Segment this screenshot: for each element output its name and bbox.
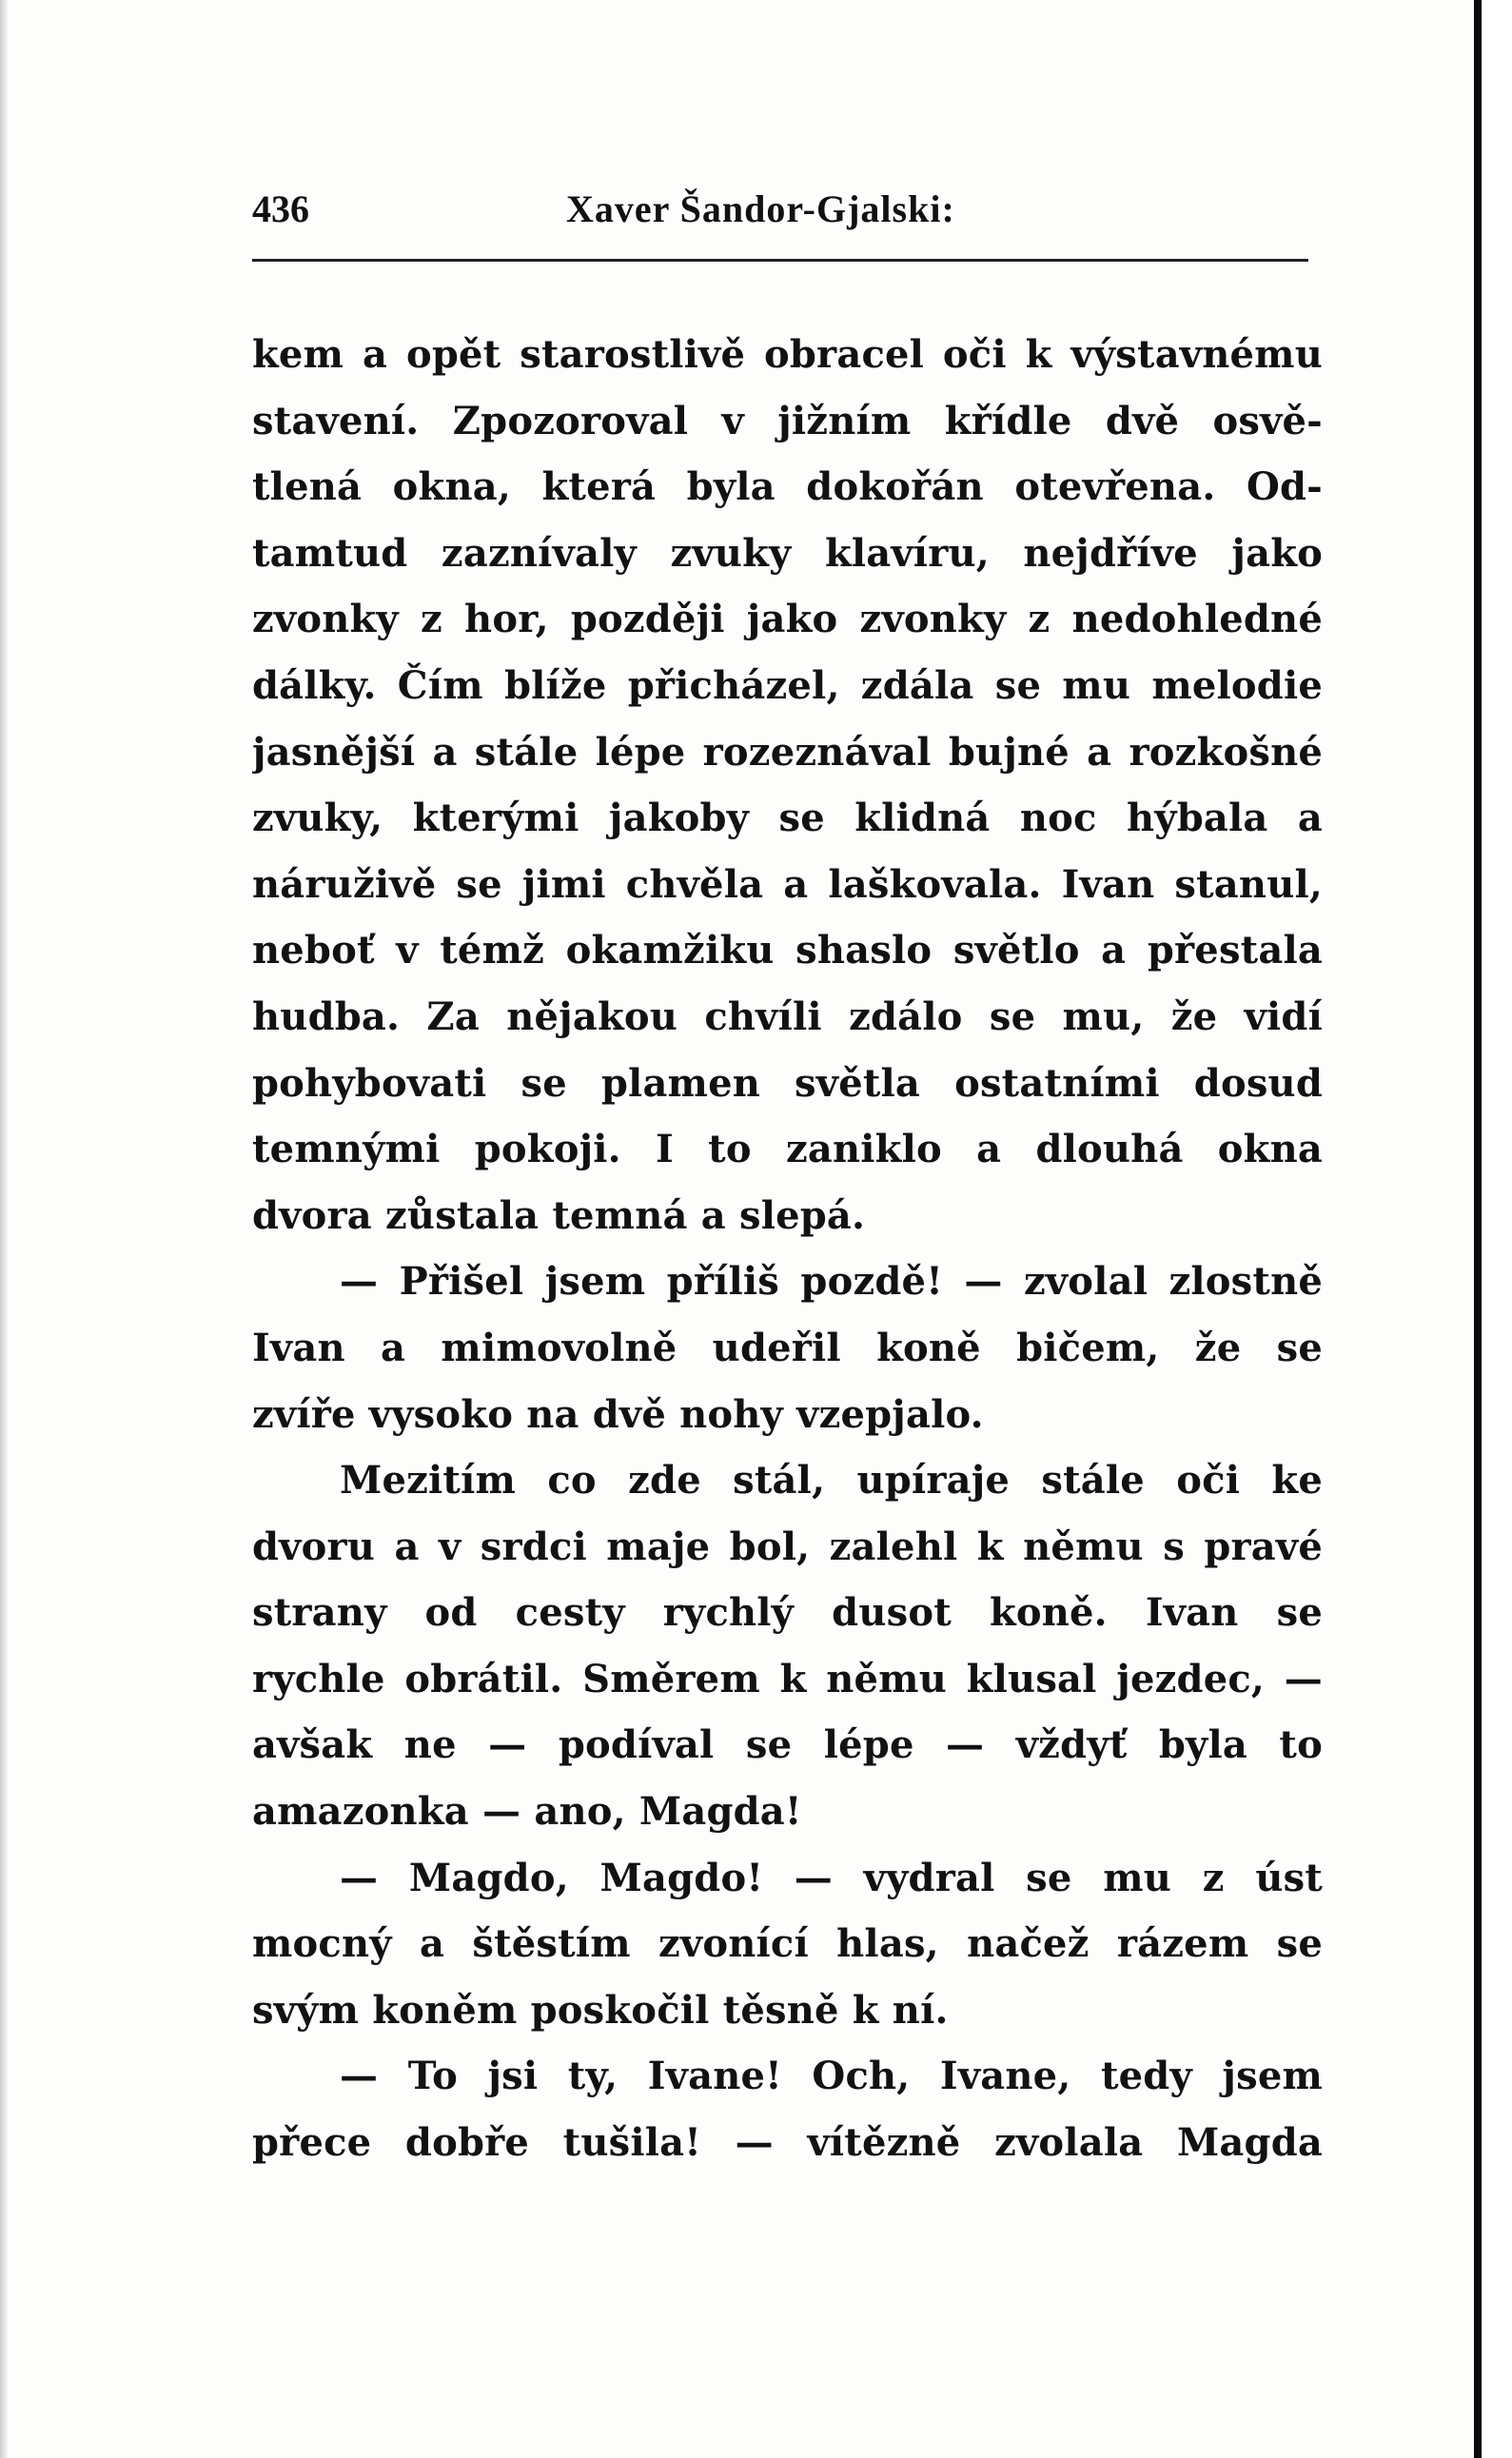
text-line: pohybovati se plamen světla ostatními dosud	[252, 1060, 1323, 1106]
text-line: — Přišel jsem příliš pozdě! — zvolal zlostně	[340, 1259, 1323, 1305]
text-line: amazonka — ano, Magda!	[252, 1789, 802, 1835]
page-left-edge	[0, 0, 8, 2458]
text-line: tamtud zaznívaly zvuky klavíru, nejdříve jako	[252, 530, 1323, 576]
text-line: neboť v témž okamžiku shaslo světlo a přestala	[252, 928, 1323, 973]
text-line: přece dobře tušila! — vítězně zvolala Magda	[252, 2120, 1323, 2166]
text-line: tlená okna, která byla dokořán otevřena. Od-	[252, 464, 1323, 510]
text-line: zvuky, kterými jakoby se klidná noc hýbala a	[252, 796, 1323, 841]
text-line: Ivan a mimovolně udeřil koně bičem, že se	[252, 1325, 1323, 1370]
page-right-border	[1474, 0, 1512, 2458]
text-line: náruživě se jimi chvěla a laškovala. Ivan stanul,	[252, 861, 1323, 907]
body-text	[252, 322, 1323, 2176]
text-line: temnými pokoji. I to zaniklo a dlouhá okna	[252, 1127, 1323, 1172]
page-number: 436	[252, 187, 309, 230]
text-line: svým koněm poskočil těsně k ní.	[252, 1987, 949, 2033]
text-line: zvíře vysoko na dvě nohy vzepjalo.	[252, 1391, 984, 1437]
text-line: Mezitím co zde stál, upíraje stále oči ke	[340, 1458, 1323, 1504]
text-line: avšak ne — podíval se lépe — vždyť byla to	[252, 1722, 1323, 1768]
text-line: zvonky z hor, později jako zvonky z nedohledné	[252, 597, 1323, 642]
running-head	[252, 187, 1323, 244]
text-line: stavení. Zpozoroval v jižním křídle dvě osvě-	[252, 398, 1323, 443]
text-line: — Magdo, Magdo! — vydral se mu z úst	[340, 1855, 1323, 1900]
text-line: strany od cesty rychlý dusot koně. Ivan se	[252, 1590, 1323, 1636]
text-line: dálky. Čím blíže přicházel, zdála se mu melodie	[252, 662, 1323, 708]
text-line: hudba. Za nějakou chvíli zdálo se mu, že vidí	[252, 993, 1323, 1039]
running-title: Xaver Šandor-Gjalski:	[566, 187, 955, 230]
text-line: dvoru a v srdci maje bol, zalehl k němu s pravé	[252, 1524, 1323, 1569]
text-line: mocný a štěstím zvonící hlas, načež rázem se	[252, 1921, 1323, 1967]
text-line: jasnější a stále lépe rozeznával bujné a rozkošné	[252, 729, 1323, 775]
text-line: rychle obrátil. Směrem k němu klusal jezdec, —	[252, 1656, 1323, 1701]
text-line: dvora zůstala temná a slepá.	[252, 1192, 866, 1238]
text-line: kem a opět starostlivě obracel oči k výstavnému	[252, 332, 1323, 377]
header-rule	[252, 259, 1308, 262]
text-line: — To jsi ty, Ivane! Och, Ivane, tedy jsem	[340, 2054, 1323, 2099]
